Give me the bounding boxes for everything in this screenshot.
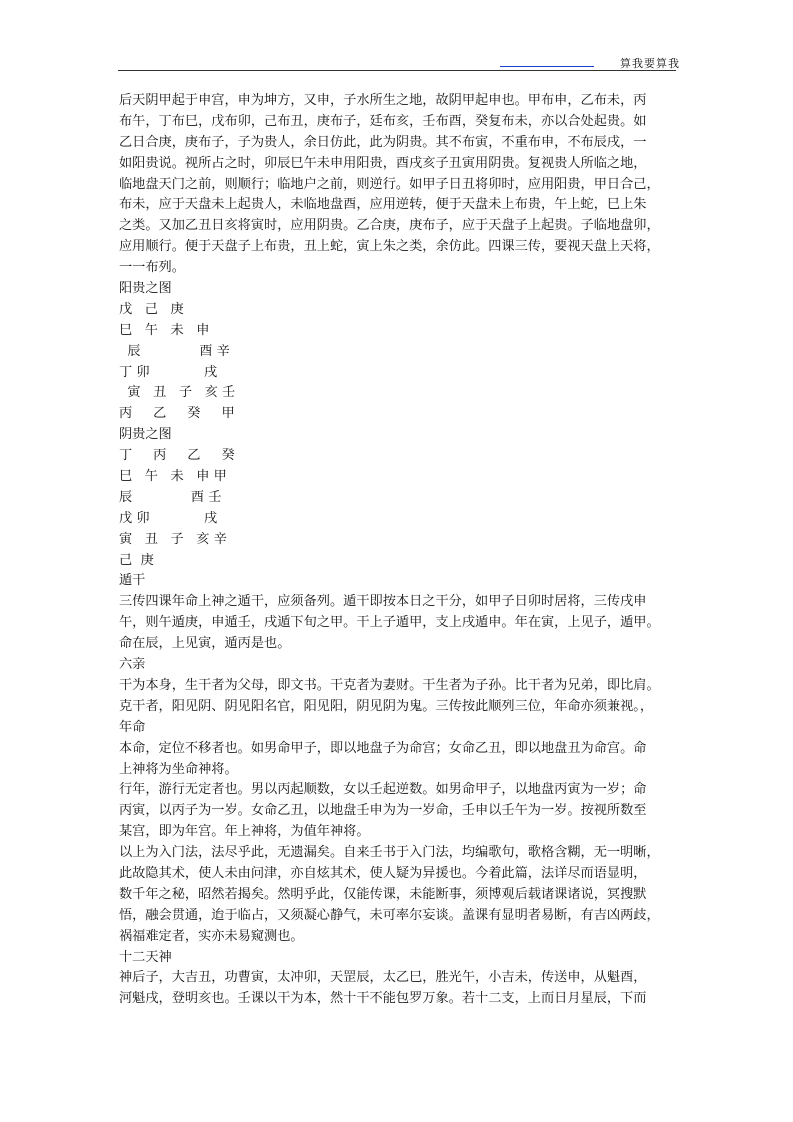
text-line: 临地盘天门之前，则顺行；临地户之前，则逆行。如甲子日丑将卯时，应用阳贵，甲日合己，	[119, 176, 660, 192]
text-line: 十二天神	[119, 949, 172, 965]
header-link-underline[interactable]	[500, 66, 594, 67]
text-line: 阴贵之图	[119, 427, 172, 443]
text-line: 神后子，大吉丑，功曹寅，太冲卯，天罡辰，太乙巳，胜光午，小吉未，传送申，从魁酉，	[119, 970, 647, 986]
text-line: 六亲	[119, 657, 146, 673]
text-line: 命在辰，上见寅，遁丙是也。	[119, 636, 291, 652]
text-line: 上神将为坐命神将。	[119, 761, 238, 777]
text-line: 克干者，阳见阴、阴见阳名官，阳见阳，阴见阴为鬼。三传按此顺列三位，年命亦须兼视。，	[119, 698, 654, 714]
document-body	[119, 91, 679, 1010]
text-line: 此故隐其术，使人未由问津，亦自炫其术，使人疑为异援也。今着此篇，法详尽而语显明，	[119, 865, 647, 881]
text-line: 年命	[119, 719, 146, 735]
text-line: 寅 丑 子 亥 壬	[119, 385, 236, 401]
text-line: 丁 丙 乙 癸	[119, 448, 235, 464]
text-line: 巳 午 未 申 甲	[119, 469, 227, 485]
text-line: 午，则午遁庚，申遁壬，戌遁下旬之甲。干上子遁甲，支上戌遁申。年在寅，上见子，遁甲。	[119, 615, 660, 631]
text-line: 后天阴甲起于申宫，申为坤方，又申，子水所生之地，故阴甲起申也。甲布申，乙布未，丙	[119, 93, 647, 108]
text-line: 戊 卯 戌	[119, 510, 218, 526]
text-line: 遁干	[119, 573, 146, 589]
text-line: 以上为入门法，法尽乎此，无遗漏矣。自来壬书于入门法，均编歌句，歌格含糊，无一明晰，	[119, 845, 660, 861]
header-divider	[118, 70, 676, 71]
text-line: 如阳贵说。视所占之时，卯辰巳午未申用阳贵，酉戌亥子丑寅用阴贵。复视贵人所临之地，	[119, 155, 647, 171]
page-header-title: 算我要算我	[620, 57, 680, 70]
text-line: 丙寅，以丙子为一岁。女命乙丑，以地盘壬申为为一岁命，壬申以壬午为一岁。按视所数至	[119, 803, 647, 819]
text-line: 行年，游行无定者也。男以丙起顺数，女以壬起逆数。如男命甲子，以地盘丙寅为一岁；命	[119, 782, 647, 798]
text-line: 丁 卯 戌	[119, 364, 218, 380]
text-line: 干为本身，生干者为父母，即文书。干克者为妻财。干生者为子孙。比干者为兄弟，即比肩。	[119, 677, 660, 693]
text-line: 一一布列。	[119, 260, 185, 276]
text-line: 己 庚	[119, 552, 154, 568]
text-line: 丙 乙 癸 甲	[119, 406, 235, 422]
text-line: 之类。又加乙丑日亥将寅时，应用阴贵。乙合庚，庚布子，应于天盘子上起贵。子临地盘卯，	[119, 218, 660, 234]
text-line: 辰 酉 辛	[119, 343, 230, 359]
text-line: 阳贵之图	[119, 281, 172, 297]
text-line: 某宫，即为年宫。年上神将，为值年神将。	[119, 824, 370, 840]
text-line: 布未，应于天盘未上起贵人，未临地盘酉，应用逆转，便于天盘未上布贵，午上蛇，巳上朱	[119, 197, 647, 213]
text-line: 祸福难定者，实亦未易窥测也。	[119, 928, 304, 944]
text-line: 三传四课年命上神之遁干，应须备列。遁干即按本日之干分，如甲子日卯时居将，三传戌申	[119, 594, 647, 610]
text-line: 辰 酉 壬	[119, 489, 222, 505]
text-line: 戊 己 庚	[119, 301, 184, 317]
text-line: 巳 午 未 申	[119, 322, 210, 338]
text-line: 寅 丑 子 亥 辛	[119, 531, 227, 547]
text-line: 应用顺行。便于天盘子上布贵，丑上蛇，寅上朱之类，余仿此。四课三传，要视天盘上天将，	[119, 239, 660, 255]
text-line: 布午，丁布巳，戊布卯，己布丑，庚布子，廷布亥，壬布酉，癸复布未，亦以合处起贵。如	[119, 113, 647, 129]
text-line: 河魁戌，登明亥也。壬课以干为本，然十干不能包罗万象。若十二支，上而日月星辰，下而	[119, 991, 647, 1007]
text-line: 数千年之秘，昭然若揭矣。然明乎此，仅能传课，未能断事，须博观后载诸课诸说，冥搜默	[119, 886, 647, 902]
text-line: 乙日合庚，庚布子，子为贵人，余日仿此，此为阴贵。其不布寅，不重布申，不布辰戌，一	[119, 134, 647, 150]
text-line: 本命，定位不移者也。如男命甲子，即以地盘子为命宫；女命乙丑，即以地盘丑为命宫。命	[119, 740, 647, 756]
text-line: 悟，融会贯通，迨于临占，又须凝心静气，未可率尔妄谈。盖课有显明者易断，有吉凶两歧，	[119, 907, 660, 923]
